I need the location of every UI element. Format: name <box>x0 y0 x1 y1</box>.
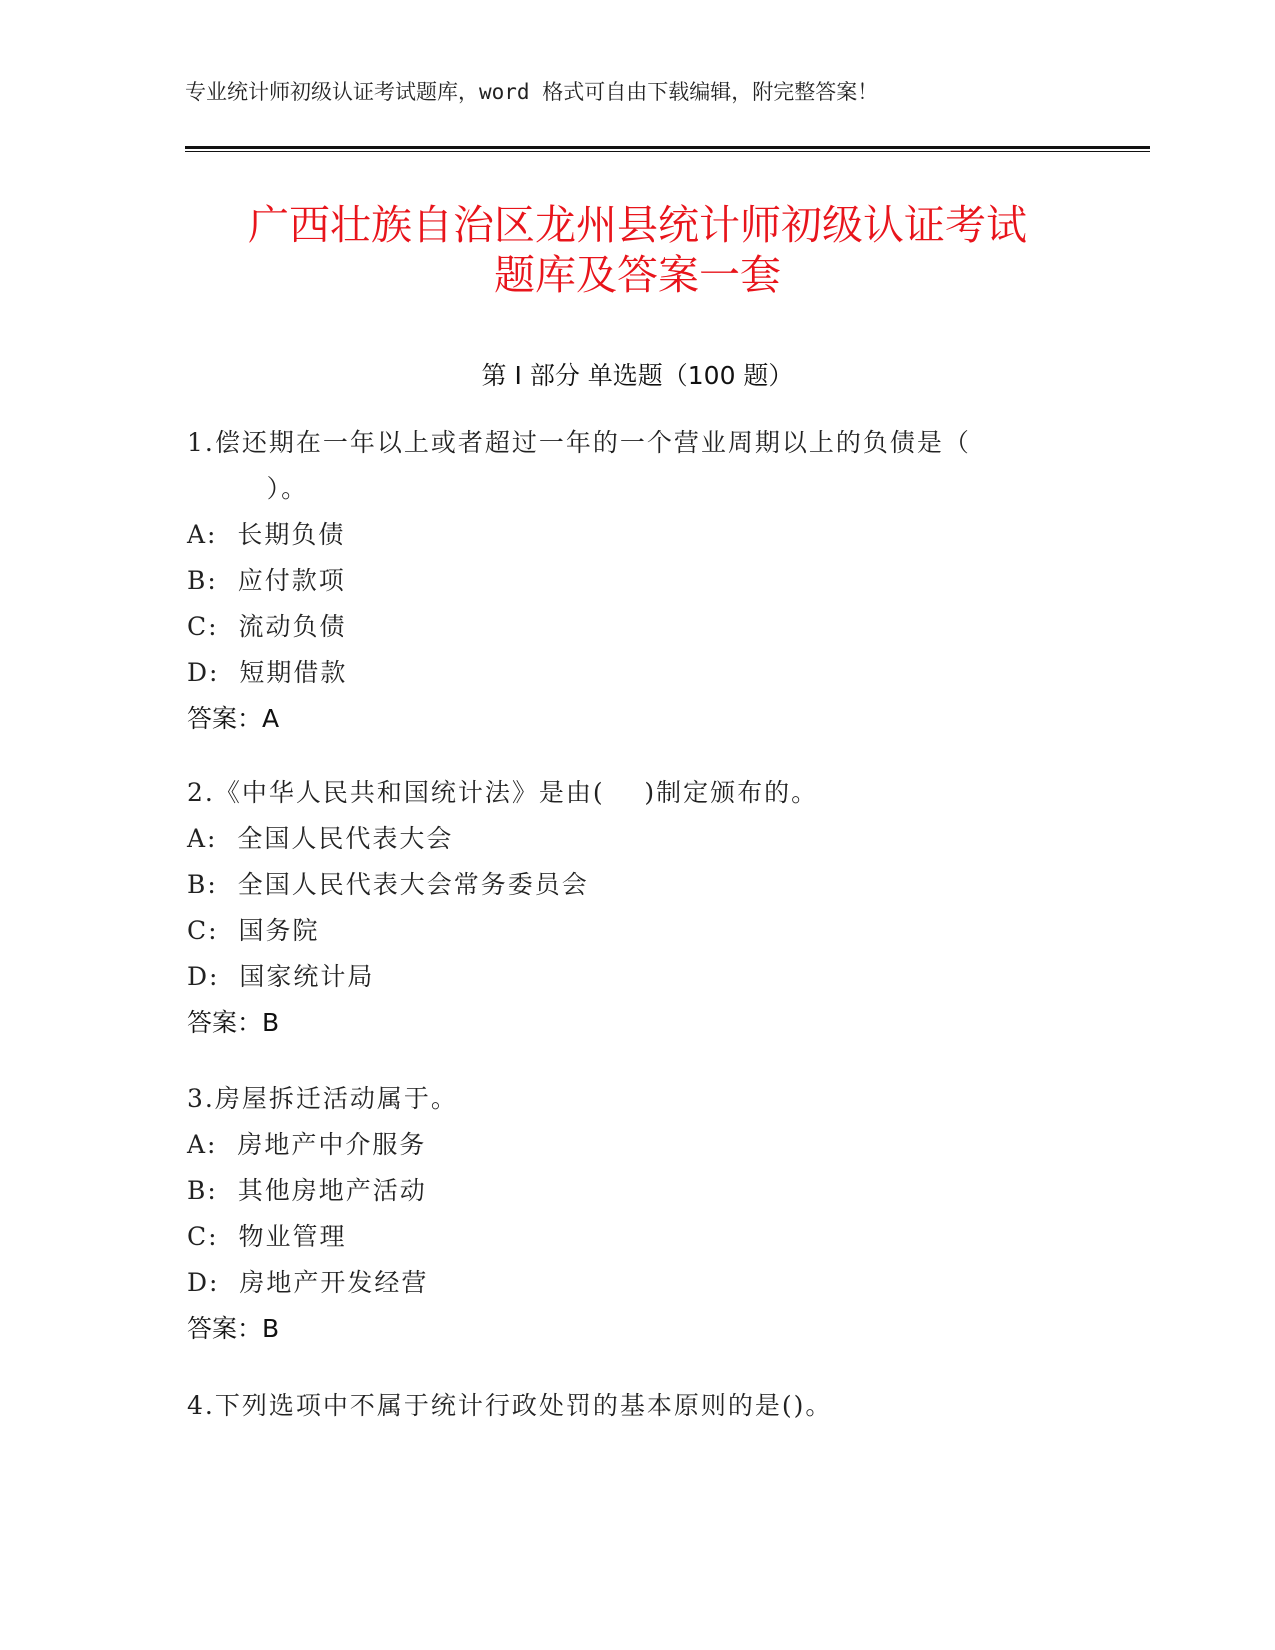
question-1-option-b: B: 应付款项 <box>187 566 346 595</box>
question-3-option-a: A: 房地产中介服务 <box>187 1130 427 1159</box>
question-2-option-a: A: 全国人民代表大会 <box>187 824 454 853</box>
document-title-line-2: 题库及答案一套 <box>494 251 781 299</box>
header-rule <box>185 146 1150 152</box>
question-2-answer: 答案：B <box>187 1008 280 1037</box>
question-1-option-c: C: 流动负债 <box>187 612 347 641</box>
question-2-option-d: D: 国家统计局 <box>187 962 375 991</box>
question-4-stem-line-1: 4.下列选项中不属于统计行政处罚的基本原则的是()。 <box>187 1391 833 1420</box>
header-note: 专业统计师初级认证考试题库，word 格式可自由下载编辑，附完整答案！ <box>185 80 879 104</box>
document-title <box>160 200 1115 300</box>
question-2-stem-line-1: 2.《中华人民共和国统计法》是由( )制定颁布的。 <box>187 778 819 807</box>
question-1-answer: 答案：A <box>187 704 280 733</box>
question-1-stem-line-1: 1.偿还期在一年以上或者超过一年的一个营业周期以上的负债是（ <box>187 428 971 457</box>
question-1-stem-line-2: ）。 <box>187 474 309 503</box>
section-title: 第 I 部分 单选题（100 题） <box>481 361 794 390</box>
question-3-option-c: C: 物业管理 <box>187 1222 347 1251</box>
question-3-answer: 答案：B <box>187 1314 280 1343</box>
question-2-option-c: C: 国务院 <box>187 916 320 945</box>
question-3-option-d: D: 房地产开发经营 <box>187 1268 429 1297</box>
question-2-option-b: B: 全国人民代表大会常务委员会 <box>187 870 589 899</box>
question-1-option-a: A: 长期负债 <box>187 520 346 549</box>
document-title-line-1: 广西壮族自治区龙州县统计师初级认证考试 <box>248 201 1027 249</box>
question-3-stem-line-1: 3.房屋拆迁活动属于。 <box>187 1084 458 1113</box>
question-3-option-b: B: 其他房地产活动 <box>187 1176 427 1205</box>
question-1 <box>187 420 1087 742</box>
question-2 <box>187 770 1087 1046</box>
question-3 <box>187 1076 1087 1352</box>
question-1-option-d: D: 短期借款 <box>187 658 348 687</box>
question-4 <box>187 1383 1087 1429</box>
